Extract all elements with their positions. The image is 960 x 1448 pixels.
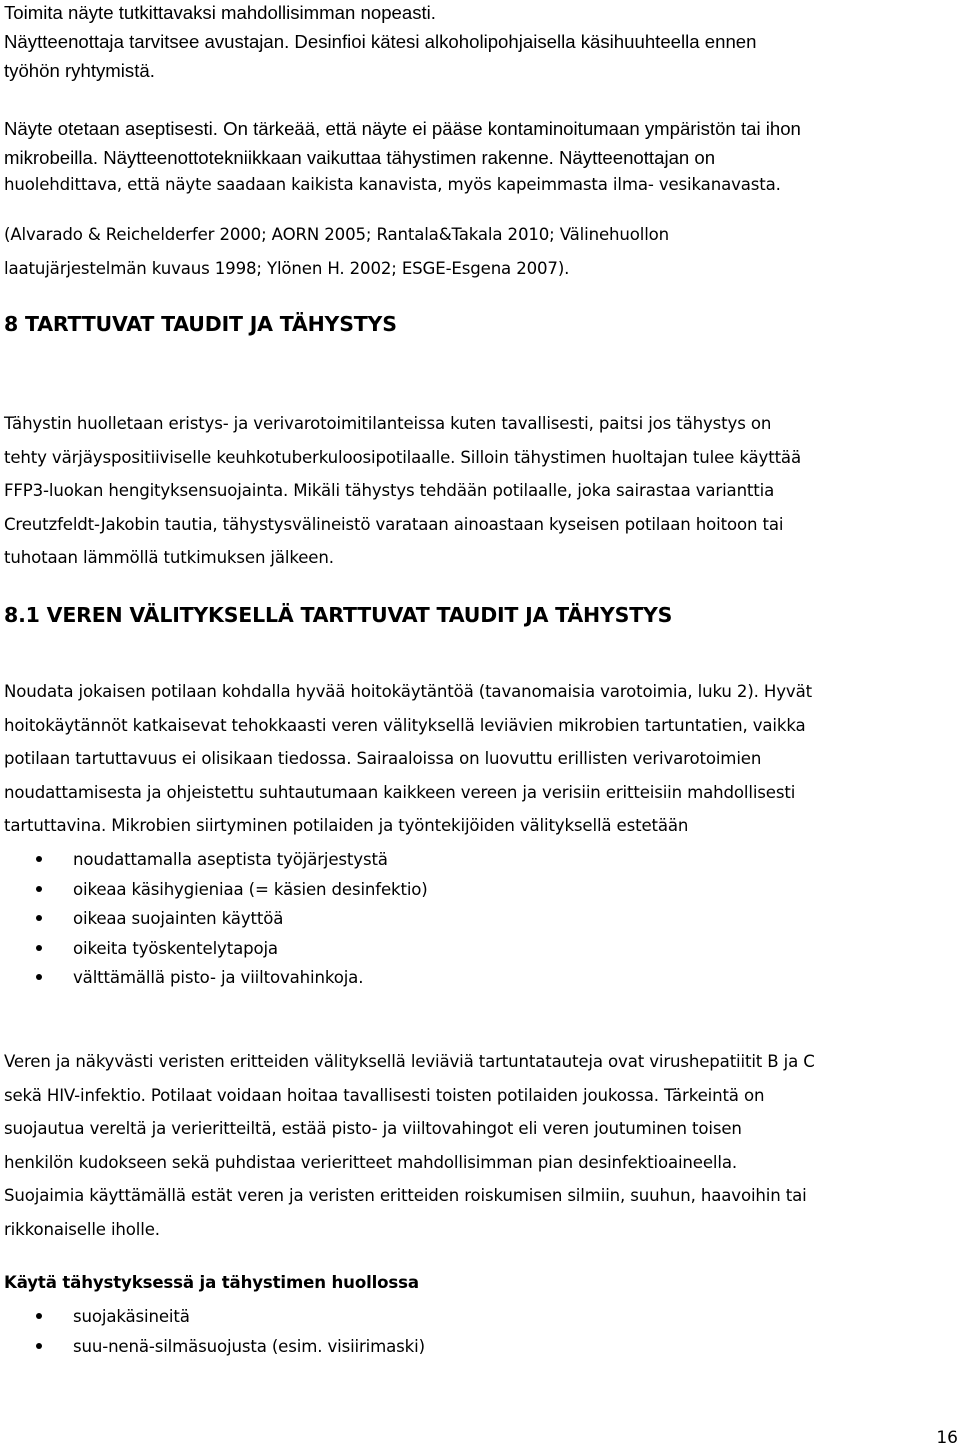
text-line: Näyte otetaan aseptisesti. On tärkeää, että näyte ei pääse kontaminoitumaan ympäristön tai ihon: [4, 118, 801, 139]
transmission-prevention-list: [34, 845, 428, 993]
list-item: [34, 934, 428, 964]
text-line: työhön ryhtymistä.: [4, 60, 155, 81]
bullet-icon: [36, 856, 42, 862]
list-item: [34, 875, 428, 905]
bullet-icon: [36, 886, 42, 892]
list-item-text: suojakäsineitä: [73, 1307, 190, 1326]
text-line: huolehdittava, että näyte saadaan kaikista kanavista, myös kapeimmasta ilma- vesikanavasta.: [4, 175, 781, 194]
section-8-heading: 8 TARTTUVAT TAUDIT JA TÄHYSTYS: [4, 312, 397, 336]
bloodborne-paragraph: [4, 1045, 954, 1247]
text-line: laatujärjestelmän kuvaus 1998; Ylönen H. 2002; ESGE-Esgena 2007).: [4, 258, 570, 278]
list-item: [34, 845, 428, 875]
aseptic-paragraph-end: [4, 168, 954, 202]
text-line: Veren ja näkyvästi veristen eritteiden välityksellä leviäviä tartuntatauteja ovat virushepatiitit B ja C: [4, 1052, 815, 1071]
list-item: [34, 1302, 425, 1332]
list-item: [34, 1332, 425, 1362]
text-line: Toimita näyte tutkittavaksi mahdollisimman nopeasti.: [4, 2, 436, 23]
ppe-label-text: Käytä tähystyksessä ja tähystimen huollossa: [4, 1273, 419, 1292]
list-item-text: noudattamalla aseptista työjärjestystä: [73, 850, 388, 869]
ppe-label: [4, 1266, 954, 1300]
text-line: noudattamisesta ja ohjeistettu suhtautumaan kaikkeen vereen ja verisiin eritteisiin mahdollisesti: [4, 782, 796, 802]
text-line: sekä HIV-infektio. Potilaat voidaan hoitaa tavallisesti toisten potilaiden joukossa. Tärkeintä on: [4, 1085, 765, 1105]
text-line: tehty värjäyspositiiviselle keuhkotuberkuloosipotilaalle. Silloin tähystimen huoltajan tulee käyttää: [4, 447, 801, 467]
text-line: Creutzfeldt-Jakobin tautia, tähystysvälineistö varataan ainoastaan kyseisen potilaan hoitoon tai: [4, 514, 784, 534]
bullet-icon: [36, 1343, 42, 1349]
text-line: tartuttavina. Mikrobien siirtyminen potilaiden ja työntekijöiden välityksellä estetään: [4, 816, 689, 836]
list-item-text: välttämällä pisto- ja viiltovahinkoja.: [73, 968, 364, 987]
text-line: potilaan tartuttavuus ei olisikaan tiedossa. Sairaaloissa on luovuttu erillisten verivarotoimien: [4, 749, 762, 769]
ppe-list: [34, 1302, 425, 1361]
sampling-paragraph: [4, 0, 954, 85]
references-paragraph: [4, 218, 954, 285]
text-line: Näytteenottaja tarvitsee avustajan. Desinfioi kätesi alkoholipohjaisella käsihuuhteella ennen: [4, 31, 757, 52]
list-item-text: suu-nenä-silmäsuojusta (esim. visiirimaski): [73, 1336, 425, 1356]
list-item: [34, 904, 428, 934]
text-line: henkilön kudokseen sekä puhdistaa verieritteet mahdollisimman pian desinfektioaineella.: [4, 1152, 737, 1172]
list-item-text: oikeaa suojainten käyttöä: [73, 909, 284, 928]
text-line: suojautua vereltä ja verieritteiltä, estää pisto- ja viiltovahingot eli veren joutuminen toisen: [4, 1119, 742, 1139]
text-line: Suojaimia käyttämällä estät veren ja veristen eritteiden roiskumisen silmiin, suuhun, haavoihin tai: [4, 1186, 807, 1206]
text-line: FFP3-luokan hengityksensuojainta. Mikäli tähystys tehdään potilaalle, joka sairastaa varianttia: [4, 481, 775, 501]
bullet-icon: [36, 915, 42, 921]
text-line: rikkonaiselle iholle.: [4, 1219, 160, 1239]
list-item-text: oikeaa käsihygieniaa (= käsien desinfektio): [73, 879, 428, 899]
bullet-icon: [36, 974, 42, 980]
text-line: tuhotaan lämmöllä tutkimuksen jälkeen.: [4, 548, 334, 568]
bullet-icon: [36, 1313, 42, 1319]
text-line: mikrobeilla. Näytteenottotekniikkaan vaikuttaa tähystimen rakenne. Näytteenottajan on: [4, 147, 716, 168]
page-number: 16: [936, 1428, 958, 1448]
text-line: hoitokäytännöt katkaisevat tehokkaasti veren välityksellä leviävien mikrobien tartuntatien, vaikka: [4, 715, 806, 735]
bullet-icon: [36, 945, 42, 951]
section-8-paragraph: [4, 407, 954, 575]
list-item: [34, 963, 428, 993]
section-8-1-heading: 8.1 VEREN VÄLITYKSELLÄ TARTTUVAT TAUDIT JA TÄHYSTYS: [4, 603, 673, 627]
aseptic-paragraph: [4, 114, 954, 172]
section-8-1-paragraph: [4, 675, 954, 843]
list-item-text: oikeita työskentelytapoja: [73, 938, 278, 958]
text-line: (Alvarado & Reichelderfer 2000; AORN 2005; Rantala&Takala 2010; Välinehuollon: [4, 225, 670, 244]
text-line: Noudata jokaisen potilaan kohdalla hyvää hoitokäytäntöä (tavanomaisia varotoimia, luku 2). Hyvät: [4, 682, 812, 701]
text-line: Tähystin huolletaan eristys- ja verivarotoimitilanteissa kuten tavallisesti, paitsi jos tähystys on: [4, 414, 772, 433]
